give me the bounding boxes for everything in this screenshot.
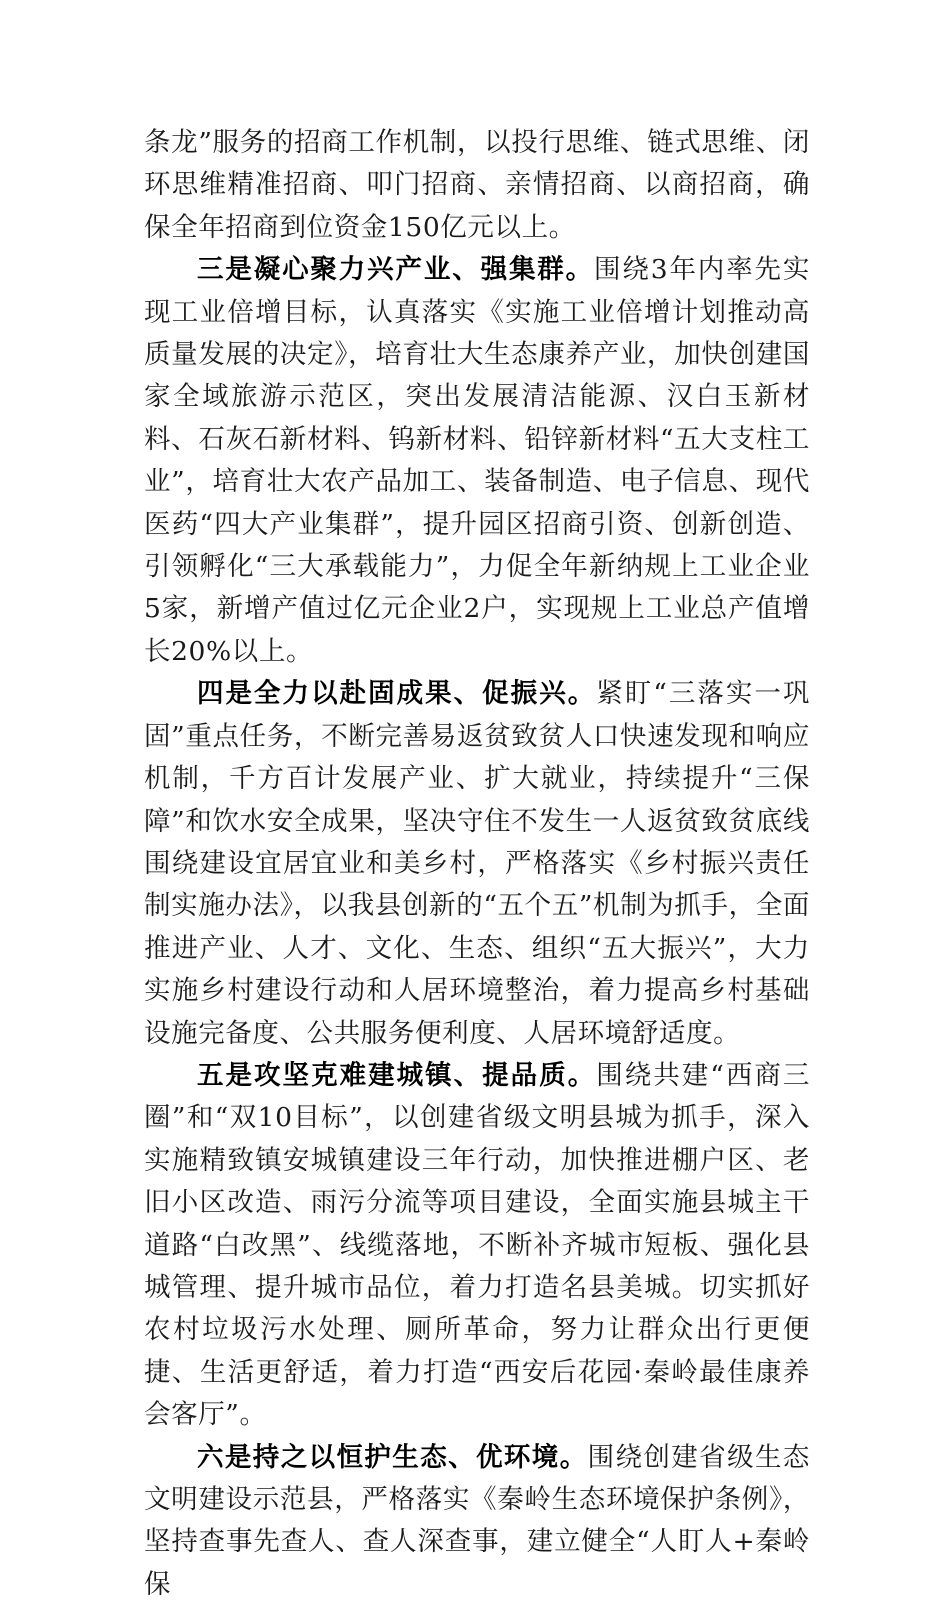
paragraph-text: 围绕共建“西商三圈”和“双10目标”，以创建省级文明县城为抓手，深入实施精致镇安城镇建设三年行动，加快推进棚户区、老旧小区改造、雨污分流等项目建设，全面实施县城主干道路“白改黑”、线缆落地，不断补齐城市短板、强化县城管理、提升城市品位，着力打造名县美城。切实抓好农村垃圾污水处理、厕所革命，努力让群众出行更便捷、生活更舒适，着力打造“西安后花园·秦岭最佳康养会客厅”。 — [144, 1059, 810, 1431]
document-page — [144, 122, 810, 1606]
paragraph-lead: 五是攻坚克难建城镇、提品质。 — [197, 1059, 597, 1091]
paragraph-text: 围绕3年内率先实现工业倍增目标，认真落实《实施工业倍增计划推动高质量发展的决定》，培育壮大生态康养产业，加快创建国家全域旅游示范区，突出发展清洁能源、汉白玉新材料、石灰石新材料、钨新材料、铅锌新材料“五大支柱工业”，培育壮大农产品加工、装备制造、电子信息、现代医药“四大产业集群”，提升园区招商引资、创新创造、引领孵化“三大承载能力”，力促全年新纳规上工业企业5家，新增产值过亿元企业2户，实现规上工业总产值增长20%以上。 — [144, 254, 810, 667]
paragraph-lead: 四是全力以赴固成果、促振兴。 — [197, 678, 597, 710]
paragraph-text: 围绕创建省级生态文明建设示范县，严格落实《秦岭生态环境保护条例》，坚持查事先查人、查人深查事，建立健全“人盯人+秦岭保 — [144, 1441, 810, 1600]
paragraph-continuation — [144, 122, 810, 249]
paragraph-lead: 三是凝心聚力兴产业、强集群。 — [197, 254, 595, 286]
paragraph-industry — [144, 249, 810, 673]
paragraph-text: 条龙”服务的招商工作机制，以投行思维、链式思维、闭环思维精准招商、叩门招商、亲情招商、以商招商，确保全年招商到位资金150亿元以上。 — [144, 127, 810, 243]
paragraph-text: 紧盯“三落实一巩固”重点任务，不断完善易返贫致贫人口快速发现和响应机制，千方百计发展产业、扩大就业，持续提升“三保障”和饮水安全成果，坚决守住不发生一人返贫致贫底线围绕建设宜居宜业和美乡村，严格落实《乡村振兴责任制实施办法》，以我县创新的“五个五”机制为抓手，全面推进产业、人才、文化、生态、组织“五大振兴”，大力实施乡村建设行动和人居环境整治，着力提高乡村基础设施完备度、公共服务便利度、人居环境舒适度。 — [144, 678, 810, 1049]
paragraph-urban — [144, 1055, 810, 1437]
paragraph-ecology — [144, 1437, 810, 1606]
paragraph-revitalization — [144, 673, 810, 1055]
paragraph-lead: 六是持之以恒护生态、优环境。 — [197, 1441, 588, 1473]
